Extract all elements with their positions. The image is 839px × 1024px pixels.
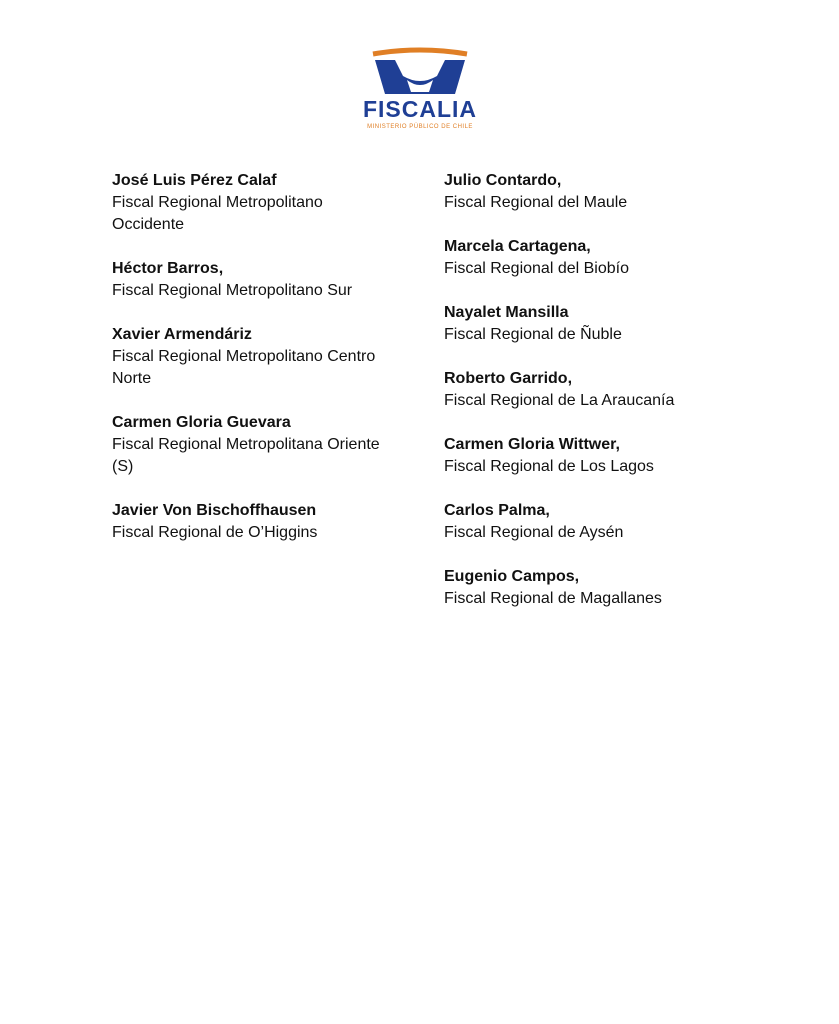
- signatory-role: Fiscal Regional de O’Higgins: [112, 524, 318, 541]
- signatory-role-continued: Occidente: [112, 216, 185, 233]
- signatory-role: Fiscal Regional Metropolitano: [112, 194, 323, 211]
- signatory-role-continued: (S): [112, 458, 134, 475]
- signatory-entry: [444, 434, 764, 478]
- signatory-entry: [112, 170, 412, 236]
- signatory-name: Carlos Palma,: [444, 502, 550, 519]
- signatory-role: Fiscal Regional de Magallanes: [444, 590, 662, 607]
- signatory-role: Fiscal Regional Metropolitana Oriente: [112, 436, 380, 453]
- signatory-role: Fiscal Regional del Maule: [444, 194, 628, 211]
- signatory-entry: [112, 258, 412, 302]
- signatory-role-continued: Norte: [112, 370, 152, 387]
- signatory-entry: [112, 500, 412, 544]
- right-column: [444, 170, 764, 632]
- signatory-role: Fiscal Regional del Biobío: [444, 260, 629, 277]
- signatory-role: Fiscal Regional de Ñuble: [444, 326, 622, 343]
- logo-wordmark: FISCALIA: [362, 96, 478, 122]
- signatory-name: Xavier Armendáriz: [112, 326, 252, 343]
- signatory-role: Fiscal Regional de Aysén: [444, 524, 624, 541]
- signatory-entry: [112, 412, 412, 478]
- signatory-name: Julio Contardo,: [444, 172, 562, 189]
- logo-subtitle: MINISTERIO PÚBLICO DE CHILE: [367, 124, 473, 130]
- signatory-name: Nayalet Mansilla: [444, 304, 569, 321]
- signatory-name: Marcela Cartagena,: [444, 238, 591, 255]
- signatory-name: Eugenio Campos,: [444, 568, 580, 585]
- signatory-name: Roberto Garrido,: [444, 370, 573, 387]
- signatory-entry: [112, 324, 412, 390]
- signatory-name: Javier Von Bischoffhausen: [112, 502, 317, 519]
- signatory-name: Héctor Barros,: [112, 260, 224, 277]
- signatory-role: Fiscal Regional de Los Lagos: [444, 458, 654, 475]
- signatory-entry: [444, 170, 764, 214]
- signatory-entry: [444, 566, 764, 610]
- signatory-entry: [444, 500, 764, 544]
- fiscalia-logo: [345, 46, 495, 138]
- signatory-name: José Luis Pérez Calaf: [112, 172, 277, 189]
- signatory-name: Carmen Gloria Wittwer,: [444, 436, 620, 453]
- signatory-role: Fiscal Regional Metropolitano Sur: [112, 282, 353, 299]
- signatory-entry: [444, 368, 764, 412]
- signatory-role: Fiscal Regional de La Araucanía: [444, 392, 675, 409]
- signatory-name: Carmen Gloria Guevara: [112, 414, 291, 431]
- signatory-role: Fiscal Regional Metropolitano Centro: [112, 348, 376, 365]
- signatory-entry: [444, 302, 764, 346]
- left-column: [112, 170, 412, 566]
- signatory-entry: [444, 236, 764, 280]
- fiscalia-emblem-icon: [345, 46, 495, 98]
